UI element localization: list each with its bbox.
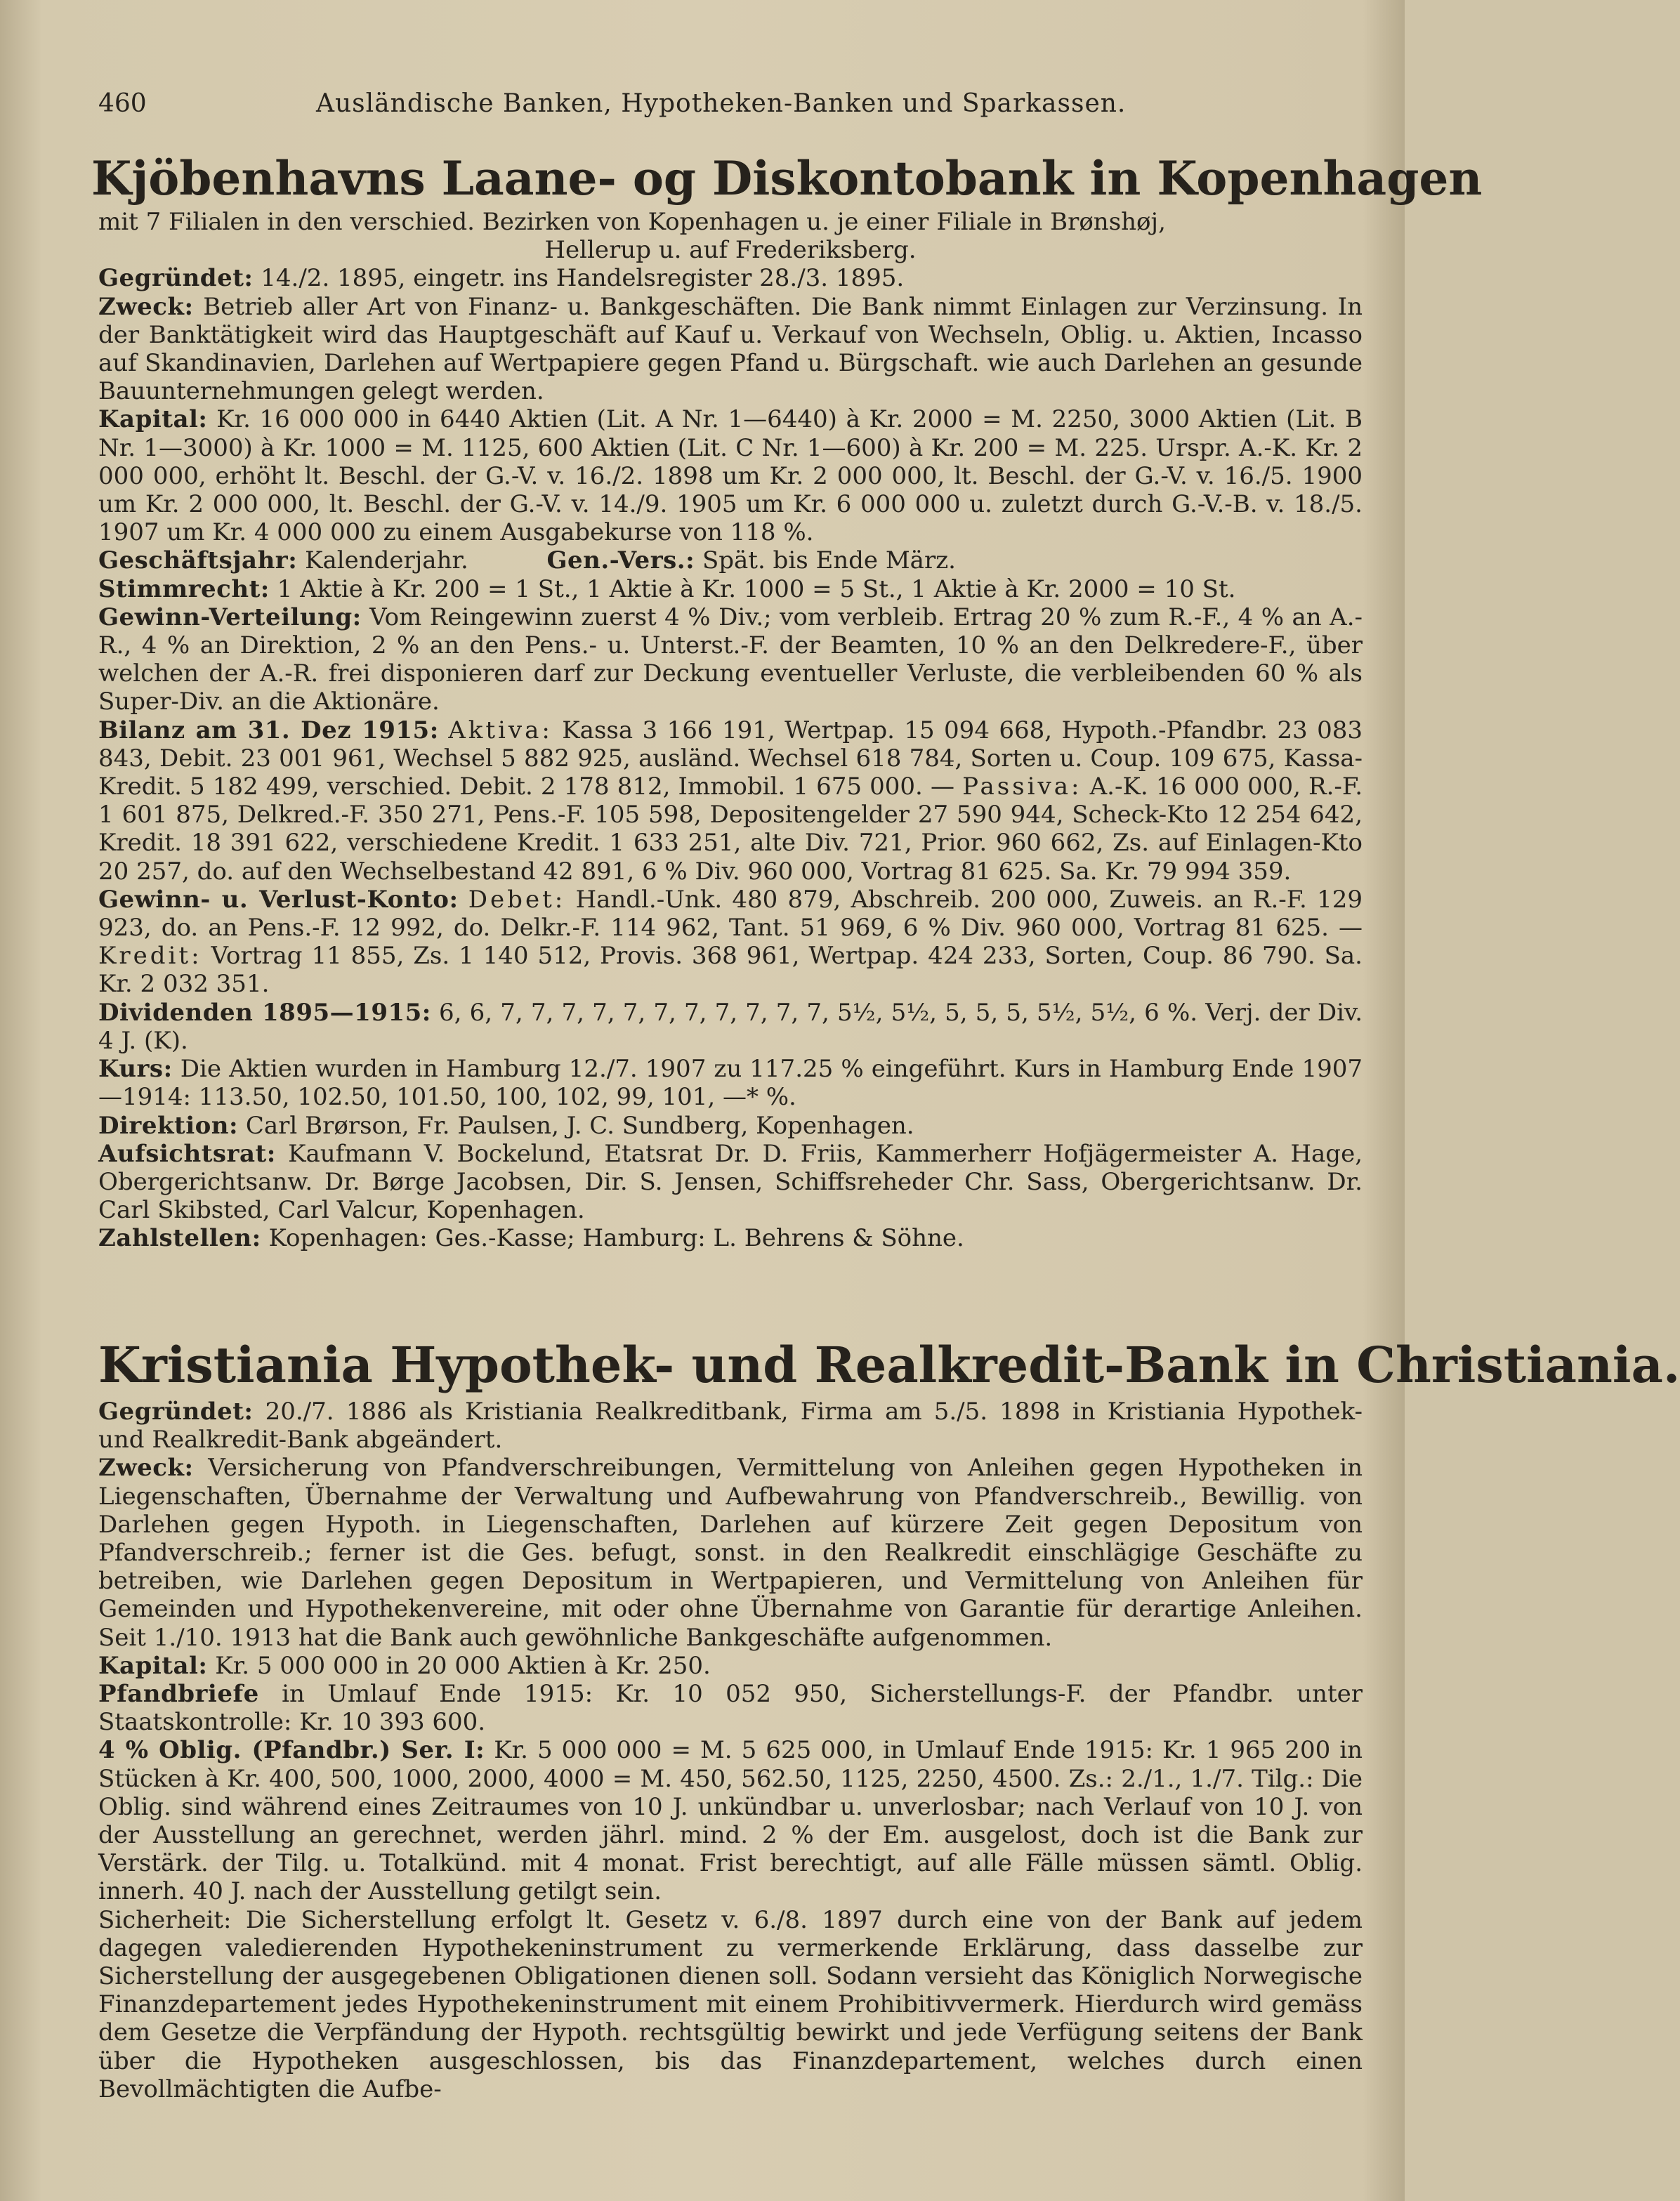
bank1-bilanz: Bilanz am 31. Dez 1915: Aktiva: Kassa 3 166 191, Wertpap. 15 094 668, Hypoth.-Pfandbr. 23 083 843, Debit. 23 001 961, Wechsel 5 882 925, ausländ. Wechsel 618 784, Sorten u. Coup. 109 675, Kassa-Kredit. 5 182 499, verschied. Debit. 2 178 812, Immobil. 1 675 000. — Passiva: A.-K. 16 000 000, R.-F. 1 601 875, Delkred.-F. 350 271, Pens.-F. 105 598, Depositengelder 27 590 944, Scheck-Kto 12 254 642, Kredit. 18 391 622, verschiedene Kredit. 1 633 251, alte Div. 721, Prior. 960 662, Zs. auf Einlagen-Kto 20 257, do. auf den Wechselbestand 42 891, 6 % Div. 960 000, Vortrag 81 625. Sa. Kr. 79 994 359. xyxy=(98,716,1363,886)
bank1-intro-line-1: mit 7 Filialen in den verschied. Bezirken von Kopenhagen u. je einer Filiale in Brønshøj, xyxy=(98,208,1166,236)
bank1-gewinn-verlust-konto: Gewinn- u. Verlust-Konto: Debet: Handl.-Unk. 480 879, Abschreib. 200 000, Zuweis. an R.-F. 129 923, do. an Pens.-F. 12 992, do. Delkr.-F. 114 962, Tant. 51 969, 6 % Div. 960 000, Vortrag 81 625. — Kredit: Vortrag 11 855, Zs. 1 140 512, Provis. 368 961, Wertpap. 424 233, Sorten, Coup. 86 790. Sa. Kr. 2 032 351. xyxy=(98,885,1363,999)
label-aufsichtsrat: Aufsichtsrat: xyxy=(98,1139,276,1168)
bank2-body xyxy=(98,1398,1363,2103)
label-gegruendet: Gegründet: xyxy=(98,264,254,293)
bank1-title: Kjöbenhavns Laane- og Diskontobank in Kopenhagen xyxy=(91,151,1483,206)
bank1-dividenden: Dividenden 1895—1915: 6, 6, 7, 7, 7, 7, 7, 7, 7, 7, 7, 7, 7, 5½, 5½, 5, 5, 5, 5½, 5½, 6 %. Verj. der Div. 4 J. (K). xyxy=(98,998,1363,1055)
label-zweck: Zweck: xyxy=(98,292,194,321)
bank1-direktion: Direktion: Carl Brørson, Fr. Paulsen, J. C. Sundberg, Kopenhagen. xyxy=(98,1111,914,1140)
bank1-stimmrecht: Stimmrecht: 1 Aktie à Kr. 200 = 1 St., 1 Aktie à Kr. 1000 = 5 St., 1 Aktie à Kr. 2000 = 10 St. xyxy=(98,574,1236,603)
bank1-geschaeftsjahr: Geschäftsjahr: Kalenderjahr. Gen.-Vers.: Spät. bis Ende März. xyxy=(98,546,956,575)
page-header xyxy=(91,83,1356,125)
label-kapital: Kapital: xyxy=(98,1651,208,1680)
label-guv: Gewinn- u. Verlust-Konto: xyxy=(98,885,459,914)
label-bilanz: Bilanz am 31. Dez 1915: xyxy=(98,716,439,744)
label-gewinn-verteilung: Gewinn-Verteilung: xyxy=(98,603,362,631)
bank1-zahlstellen: Zahlstellen: Kopenhagen: Ges.-Kasse; Hamburg: L. Behrens & Söhne. xyxy=(98,1224,964,1253)
bank2-sicherheit: Sicherheit: Die Sicherstellung erfolgt lt. Gesetz v. 6./8. 1897 durch eine von der Bank auf jedem dagegen valedierenden Hypothekeninstrument zu vermerkende Erklärung, dass dasselbe zur Sicherstellung der ausgegebenen Obligationen dienen soll. Sodann versieht das Königlich Norwegische Finanzdepartement jedes Hypothekeninstrument mit einem Prohibitivvermerk. Hierdurch wird gemäss dem Gesetze die Verpfändung der Hypoth. rechtsgültig bewirkt und jede Verfügung seitens der Bank über die Hypotheken ausgeschlossen, bis das Finanzdepartement, welches durch einen Bevollmächtigten die Aufbe- xyxy=(98,1905,1363,2103)
bank1-kapital: Kapital: Kr. 16 000 000 in 6440 Aktien (Lit. A Nr. 1—6440) à Kr. 2000 = M. 2250, 3000 Aktien (Lit. B Nr. 1—3000) à Kr. 1000 = M. 1125, 600 Aktien (Lit. C Nr. 1—600) à Kr. 200 = M. 225. Urspr. A.-K. Kr. 2 000 000, erhöht lt. Beschl. der G.-V. v. 16./2. 1898 um Kr. 2 000 000, lt. Beschl. der G.-V. v. 16./5. 1900 um Kr. 2 000 000, lt. Beschl. der G.-V. v. 14./9. 1905 um Kr. 6 000 000 u. zuletzt durch G.-V.-B. v. 18./5. 1907 um Kr. 4 000 000 zu einem Ausgabekurse von 118 %. xyxy=(98,405,1363,547)
label-direktion: Direktion: xyxy=(98,1111,239,1140)
label-obligationen: 4 % Oblig. (Pfandbr.) Ser. I: xyxy=(98,1736,485,1765)
label-kapital: Kapital: xyxy=(98,405,208,434)
bank1-body xyxy=(98,208,1363,1253)
label-sicherheit: Sicherheit: xyxy=(98,1905,232,1934)
bank2-kapital: Kapital: Kr. 5 000 000 in 20 000 Aktien à Kr. 250. xyxy=(98,1651,711,1680)
bank2-pfandbriefe: Pfandbriefe in Umlauf Ende 1915: Kr. 10 052 950, Sicherstellungs-F. der Pfandbr. unter Staatskontrolle: Kr. 10 393 600. xyxy=(98,1680,1363,1737)
bank2-zweck: Zweck: Versicherung von Pfandverschreibungen, Vermittelung von Anleihen gegen Hypotheken in Liegenschaften, Übernahme der Verwaltung und Aufbewahrung von Pfandverschreib., Bewillig. von Darlehen gegen Hypoth. in Liegenschaften, Darlehen auf kürzere Zeit gegen Depositum von Pfandverschreib.; ferner ist die Ges. befugt, sonst. in den Realkredit einschlägige Geschäfte zu betreiben, wie Darlehen gegen Depositum in Wertpapieren, und Vermittelung von Anleihen für Gemeinden und Hypothekenvereine, mit oder ohne Übernahme von Garantie für derartige Anleihen. Seit 1./10. 1913 hat die Bank auch gewöhnliche Bankgeschäfte aufgenommen. xyxy=(98,1454,1363,1652)
label-stimmrecht: Stimmrecht: xyxy=(98,574,270,603)
label-zweck: Zweck: xyxy=(98,1454,194,1483)
bank1-intro-line-2: Hellerup u. auf Frederiksberg. xyxy=(544,236,917,265)
label-genvers: Gen.-Vers.: xyxy=(546,546,695,575)
running-title: Ausländische Banken, Hypotheken-Banken und Sparkassen. xyxy=(316,89,1127,118)
bank1-gewinn-verteilung: Gewinn-Verteilung: Vom Reingewinn zuerst 4 % Div.; vom verbleib. Ertrag 20 % zum R.-F., 4 % an A.-R., 4 % an Direktion, 2 % an den Pens.- u. Unterst.-F. der Beamten, 10 % an den Delkredere-F., über welchen der A.-R. frei disponieren darf zur Deckung eventueller Verluste, die verbleibenden 60 % als Super-Div. an die Aktionäre. xyxy=(98,603,1363,716)
bank2-title: Kristiania Hypothek- und Realkredit-Bank in Christiania. xyxy=(98,1336,1680,1394)
bank1-zweck: Zweck: Betrieb aller Art von Finanz- u. Bankgeschäften. Die Bank nimmt Einlagen zur Verzinsung. In der Banktätigkeit wird das Hauptgeschäft auf Kauf u. Verkauf von Wechseln, Oblig. u. Aktien, Incasso auf Skandinavien, Darlehen auf Wertpapiere gegen Pfand u. Bürgschaft. wie auch Darlehen an gesunde Bauunternehmungen gelegt werden. xyxy=(98,292,1363,406)
label-zahlstellen: Zahlstellen: xyxy=(98,1224,261,1253)
bank1-gegruendet: Gegründet: 14./2. 1895, eingetr. ins Handelsregister 28./3. 1895. xyxy=(98,264,905,293)
bank1-aufsichtsrat: Aufsichtsrat: Kaufmann V. Bockelund, Etatsrat Dr. D. Friis, Kammerherr Hofjägermeister A. Hage, Obergerichtsanw. Dr. Børge Jacobsen, Dir. S. Jensen, Schiffsreheder Chr. Sass, Obergerichtsanw. Dr. Carl Skibsted, Carl Valcur, Kopenhagen. xyxy=(98,1139,1363,1225)
label-kurs: Kurs: xyxy=(98,1055,173,1084)
label-dividenden: Dividenden 1895—1915: xyxy=(98,998,431,1027)
page-number: 460 xyxy=(98,89,147,118)
label-pfandbriefe: Pfandbriefe xyxy=(98,1680,259,1709)
bank2-gegruendet: Gegründet: 20./7. 1886 als Kristiania Realkreditbank, Firma am 5./5. 1898 in Kristiania Hypothek- und Realkredit-Bank abgeändert. xyxy=(98,1398,1363,1454)
label-gegruendet: Gegründet: xyxy=(98,1398,254,1426)
bank1-kurs: Kurs: Die Aktien wurden in Hamburg 12./7. 1907 zu 117.25 % eingeführt. Kurs in Hamburg Ende 1907—1914: 113.50, 102.50, 101.50, 100, 102, 99, 101, —* %. xyxy=(98,1055,1363,1112)
label-geschaeftsjahr: Geschäftsjahr: xyxy=(98,546,298,575)
bank2-obligationen: 4 % Oblig. (Pfandbr.) Ser. I: Kr. 5 000 000 = M. 5 625 000, in Umlauf Ende 1915: Kr. 1 965 200 in Stücken à Kr. 400, 500, 1000, 2000, 4000 = M. 450, 562.50, 1125, 2250, 4500. Zs.: 2./1., 1./7. Tilg.: Die Oblig. sind während eines Zeitraumes von 10 J. unkündbar u. unverlosbar; nach Verlauf von 10 J. von der Ausstellung an gerechnet, werden jährl. mind. 2 % der Em. ausgelost, doch ist die Bank zur Verstärk. der Tilg. u. Totalkünd. mit 4 monat. Frist berechtigt, auf alle Fälle müssen sämtl. Oblig. innerh. 40 J. nach der Ausstellung getilgt sein. xyxy=(98,1736,1363,1906)
